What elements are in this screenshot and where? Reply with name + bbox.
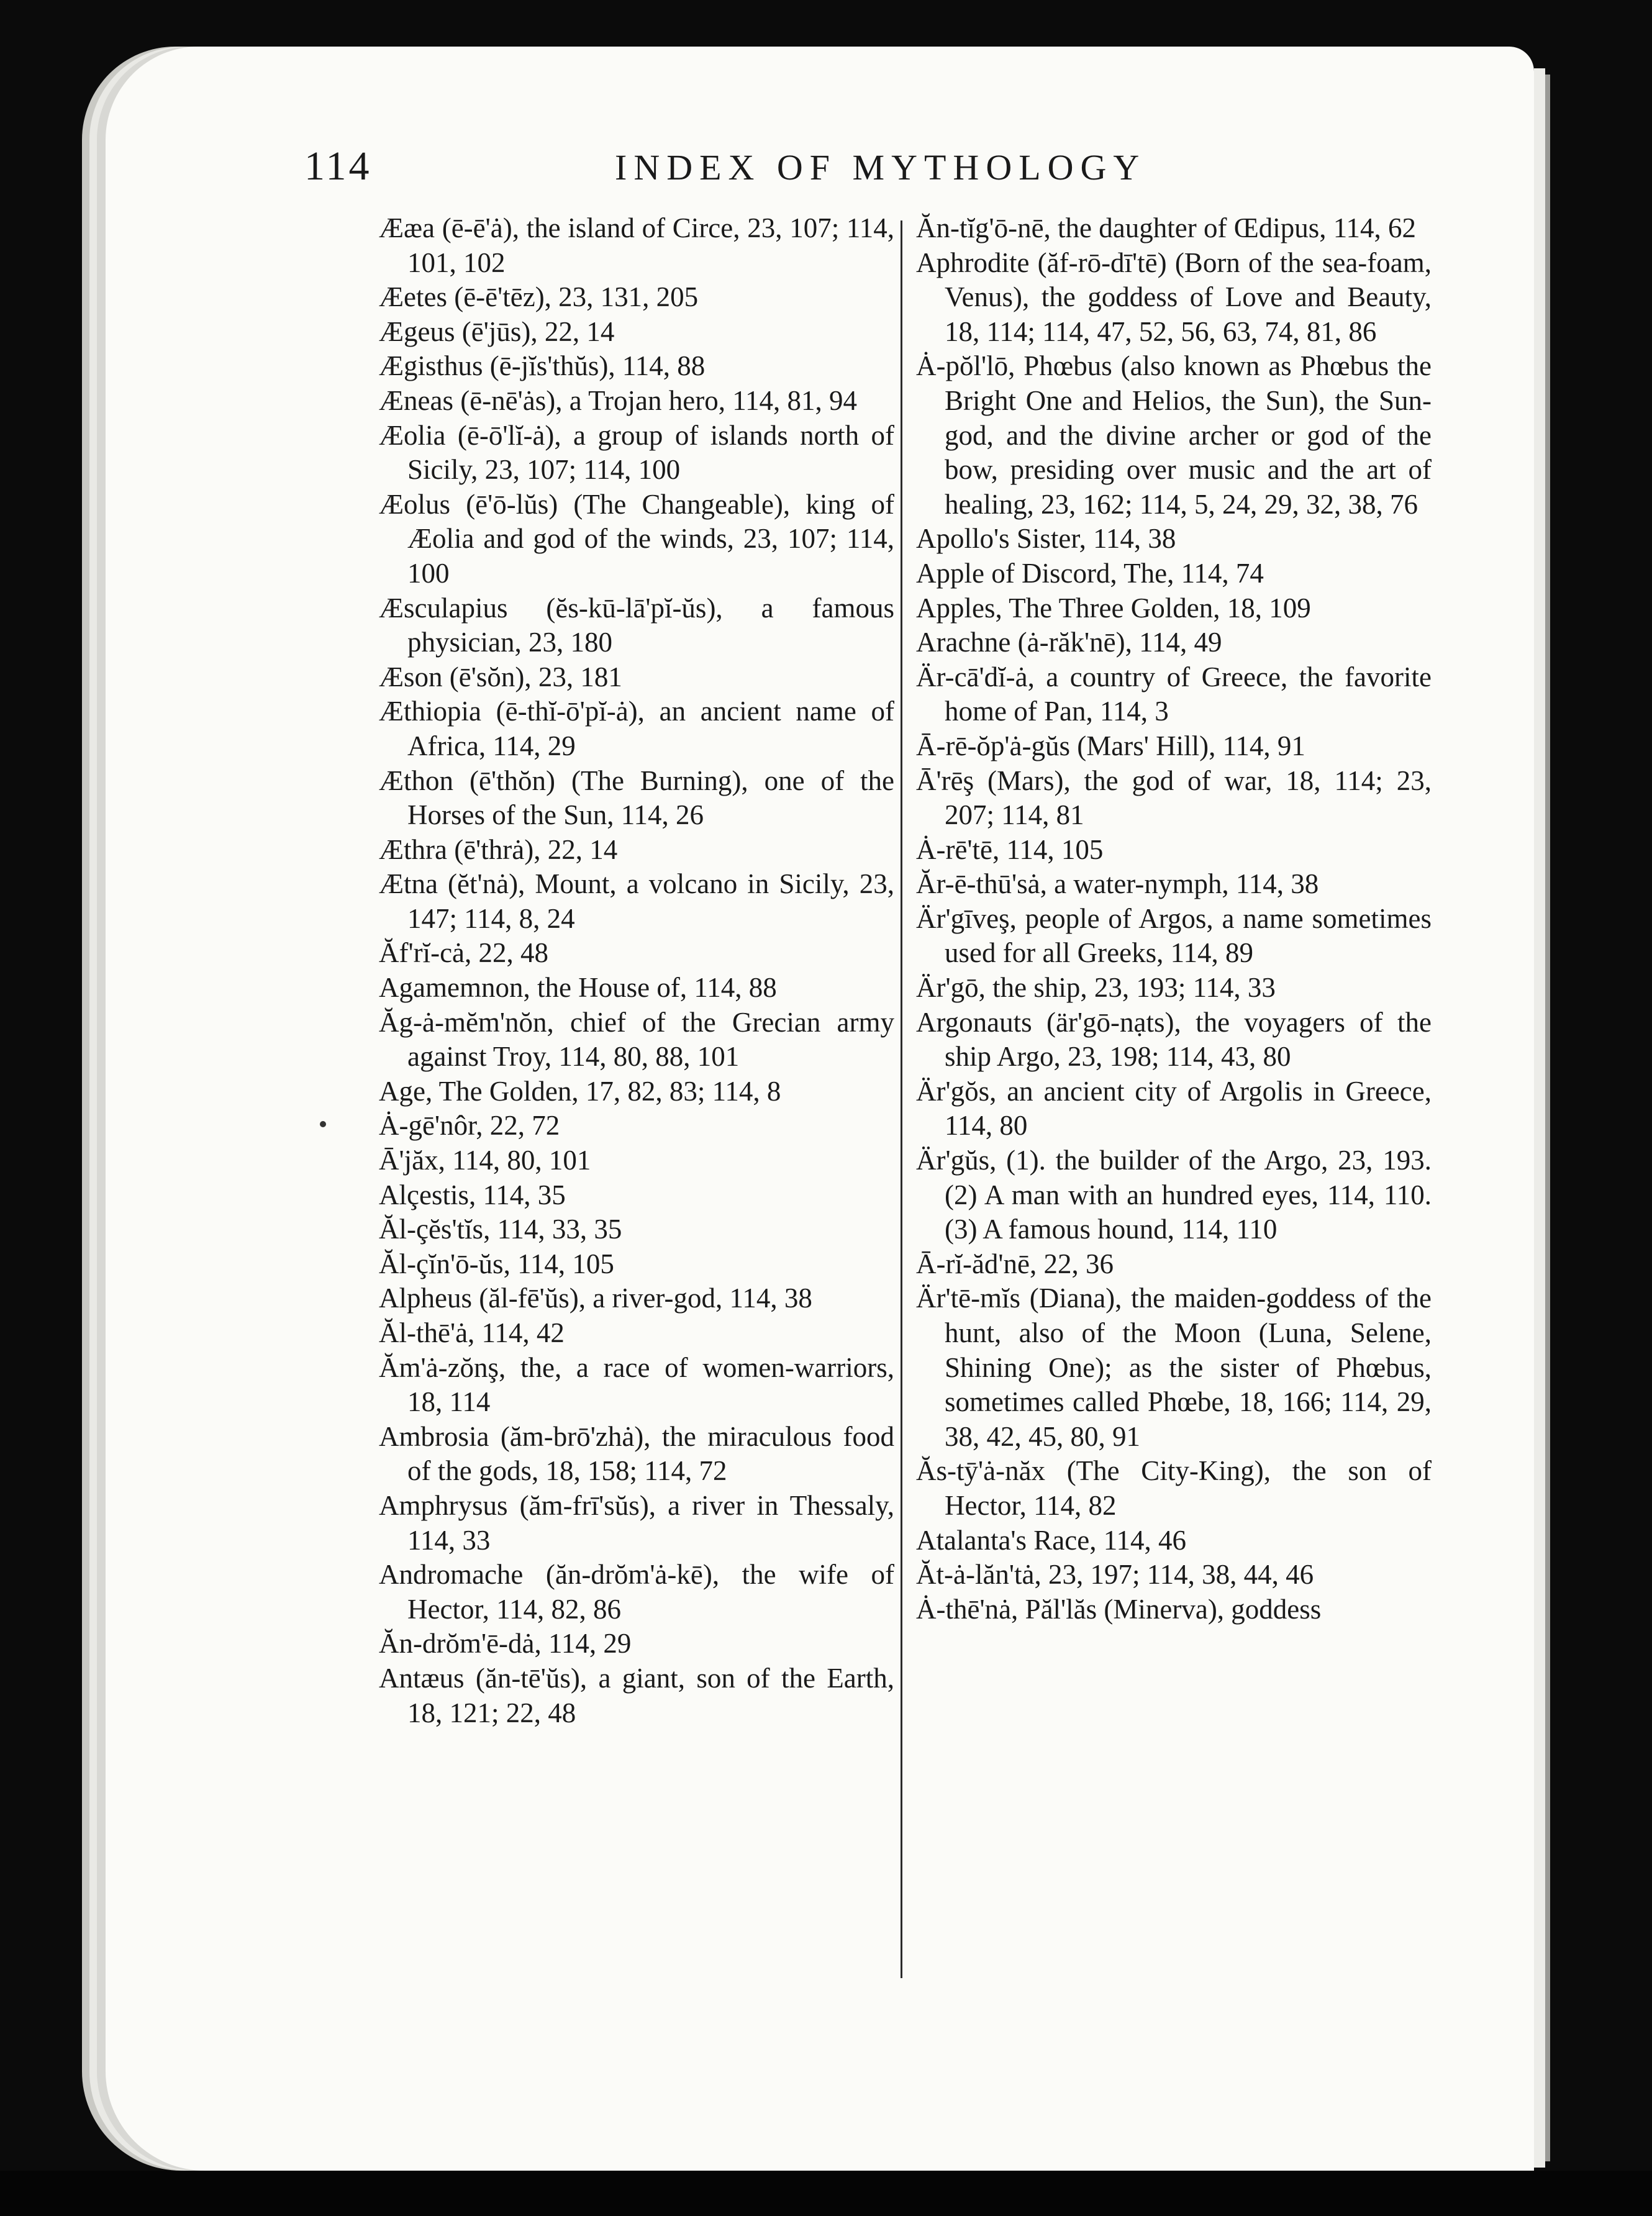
index-entry: Amphrysus (ăm-frī'sŭs), a river in Thessaly, 114, 33 [379, 1489, 894, 1556]
index-entry: Æson (ē'sŏn), 23, 181 [379, 661, 622, 692]
index-entry: Är'gō, the ship, 23, 193; 114, 33 [916, 972, 1276, 1004]
index-entry: Ȧ-gē'nôr, 22, 72 [379, 1110, 560, 1142]
index-entry: Æneas (ē-nē'ȧs), a Trojan hero, 114, 81, 94 [379, 384, 858, 416]
index-entry: Æsculapius (ĕs-kū-lā'pĭ-ŭs), a famous physician, 23, 180 [379, 592, 894, 658]
index-entry: Æthiopia (ē-thĭ-ō'pĭ-ȧ), an ancient name of Africa, 114, 29 [379, 696, 894, 761]
index-entry: Ā-rĭ-ăd'nē, 22, 36 [916, 1248, 1114, 1279]
column-divider [901, 220, 902, 1978]
index-entry: Alpheus (ăl-fē'ŭs), a river-god, 114, 38 [379, 1283, 812, 1314]
index-entry: Är'gŭs, (1). the builder of the Argo, 23, 193. (2) A man with an hundred eyes, 114, 110. (3) A famous hound, 114, 110 [916, 1145, 1432, 1245]
index-entry: Ætna (ĕt'nȧ), Mount, a volcano in Sicily, 23, 147; 114, 8, 24 [379, 868, 894, 934]
index-entry: Æolia (ē-ō'lĭ-ȧ), a group of islands north of Sicily, 23, 107; 114, 100 [379, 419, 894, 486]
index-entry: Ææa (ē-ē'ȧ), the island of Circe, 23, 107; 114, 101, 102 [379, 212, 894, 278]
index-entry: Alçestis, 114, 35 [379, 1179, 566, 1210]
index-entry: Ăl-çĭn'ō-ŭs, 114, 105 [379, 1248, 614, 1279]
index-entry: Ăs-tȳ'ȧ-năx (The City-King), the son of Hector, 114, 82 [916, 1455, 1432, 1521]
index-entry: Ăn-tĭg'ō-nē, the daughter of Œdipus, 114, 62 [916, 212, 1417, 243]
index-entry: Ăl-thē'ȧ, 114, 42 [379, 1317, 565, 1348]
index-entry: Ægeus (ē'jūs), 22, 14 [379, 316, 615, 347]
index-entry: Apollo's Sister, 114, 38 [916, 523, 1176, 555]
index-entry: Ā-rē-ŏp'ȧ-gŭs (Mars' Hill), 114, 91 [916, 730, 1305, 761]
index-entry: Apples, The Three Golden, 18, 109 [916, 592, 1311, 624]
index-entry: Är'gŏs, an ancient city of Argolis in Greece, 114, 80 [916, 1075, 1432, 1142]
index-entry: Æthon (ē'thŏn) (The Burning), one of the Horses of the Sun, 114, 26 [379, 765, 894, 831]
index-entry: Ȧ-thē'nȧ, Păl'lăs (Minerva), goddess [916, 1593, 1322, 1625]
index-entry: Ăm'ȧ-zŏnş, the, a race of women-warriors, 18, 114 [379, 1351, 894, 1418]
index-entry: Argonauts (är'gō-nạts), the voyagers of the ship Argo, 23, 198; 114, 43, 80 [916, 1006, 1432, 1073]
page-edge-shadow [1545, 75, 1550, 2161]
running-title: INDEX OF MYTHOLOGY [615, 147, 1146, 188]
index-entry: Är-cā'dĭ-ȧ, a country of Greece, the favorite home of Pan, 114, 3 [916, 661, 1432, 727]
index-column-left [379, 211, 894, 1730]
index-entry: Ȧ-rē'tē, 114, 105 [916, 833, 1104, 865]
index-entry: Aphrodite (ăf-rō-dī'tē) (Born of the sea-foam, Venus), the goddess of Love and Beauty, 18, 114; 114, 47, 52, 56, 63, 74, 81, 86 [916, 247, 1432, 347]
page-number: 114 [304, 143, 372, 189]
index-entry: Æetes (ē-ē'tēz), 23, 131, 205 [379, 281, 699, 313]
index-entry: Arachne (ȧ-răk'nē), 114, 49 [916, 627, 1222, 658]
index-entry: Är'gīveş, people of Argos, a name sometimes used for all Greeks, 114, 89 [916, 902, 1432, 969]
index-entry: Ăr-ē-thū'sȧ, a water-nymph, 114, 38 [916, 868, 1319, 900]
page-edge [1534, 68, 1545, 2168]
page-header [304, 143, 1223, 199]
index-entry: Agamemnon, the House of, 114, 88 [379, 972, 777, 1004]
index-entry: Ăn-drŏm'ē-dȧ, 114, 29 [379, 1628, 632, 1660]
ink-speck [320, 1121, 326, 1127]
index-column-right [916, 211, 1432, 1627]
index-entry: Atalanta's Race, 114, 46 [916, 1524, 1187, 1556]
scan-shadow [0, 2171, 1652, 2216]
index-entry: Ăl-çĕs'tĭs, 114, 33, 35 [379, 1214, 622, 1245]
index-entry: Ăg-ȧ-mĕm'nŏn, chief of the Grecian army against Troy, 114, 80, 88, 101 [379, 1006, 894, 1073]
index-entry: Apple of Discord, The, 114, 74 [916, 557, 1264, 589]
index-entry: Æthra (ē'thrȧ), 22, 14 [379, 833, 618, 865]
index-entry: Antæus (ăn-tē'ŭs), a giant, son of the Earth, 18, 121; 22, 48 [379, 1662, 894, 1728]
index-entry: Ā'rēş (Mars), the god of war, 18, 114; 23, 207; 114, 81 [916, 765, 1432, 831]
index-entry: Ȧ-pŏl'lō, Phœbus (also known as Phœbus the Bright One and Helios, the Sun), the Sun-god, and the divine archer or god of the bow, presiding over music and the art of healing, 23, 162; 114, 5, 24, 29, 32, 38, 76 [916, 350, 1432, 520]
index-entry: Ā'jăx, 114, 80, 101 [379, 1145, 591, 1176]
index-entry: Ægisthus (ē-jĭs'thŭs), 114, 88 [379, 350, 706, 382]
index-entry: Ăt-ȧ-lăn'tȧ, 23, 197; 114, 38, 44, 46 [916, 1559, 1314, 1591]
index-entry: Ăf'rĭ-cȧ, 22, 48 [379, 937, 549, 969]
index-entry: Æolus (ē'ō-lŭs) (The Changeable), king of Æolia and god of the winds, 23, 107; 114, 100 [379, 488, 894, 589]
index-entry: Age, The Golden, 17, 82, 83; 114, 8 [379, 1075, 781, 1107]
index-entry: Andromache (ăn-drŏm'ȧ-kē), the wife of Hector, 114, 82, 86 [379, 1559, 894, 1625]
index-entry: Ambrosia (ăm-brō'zhȧ), the miraculous food of the gods, 18, 158; 114, 72 [379, 1420, 894, 1487]
index-entry: Är'tē-mĭs (Diana), the maiden-goddess of the hunt, also of the Moon (Luna, Selene, Shining One); as the sister of Phœbus, sometimes called Phœbe, 18, 166; 114, 29, 38, 42, 45, 80, 91 [916, 1283, 1432, 1452]
